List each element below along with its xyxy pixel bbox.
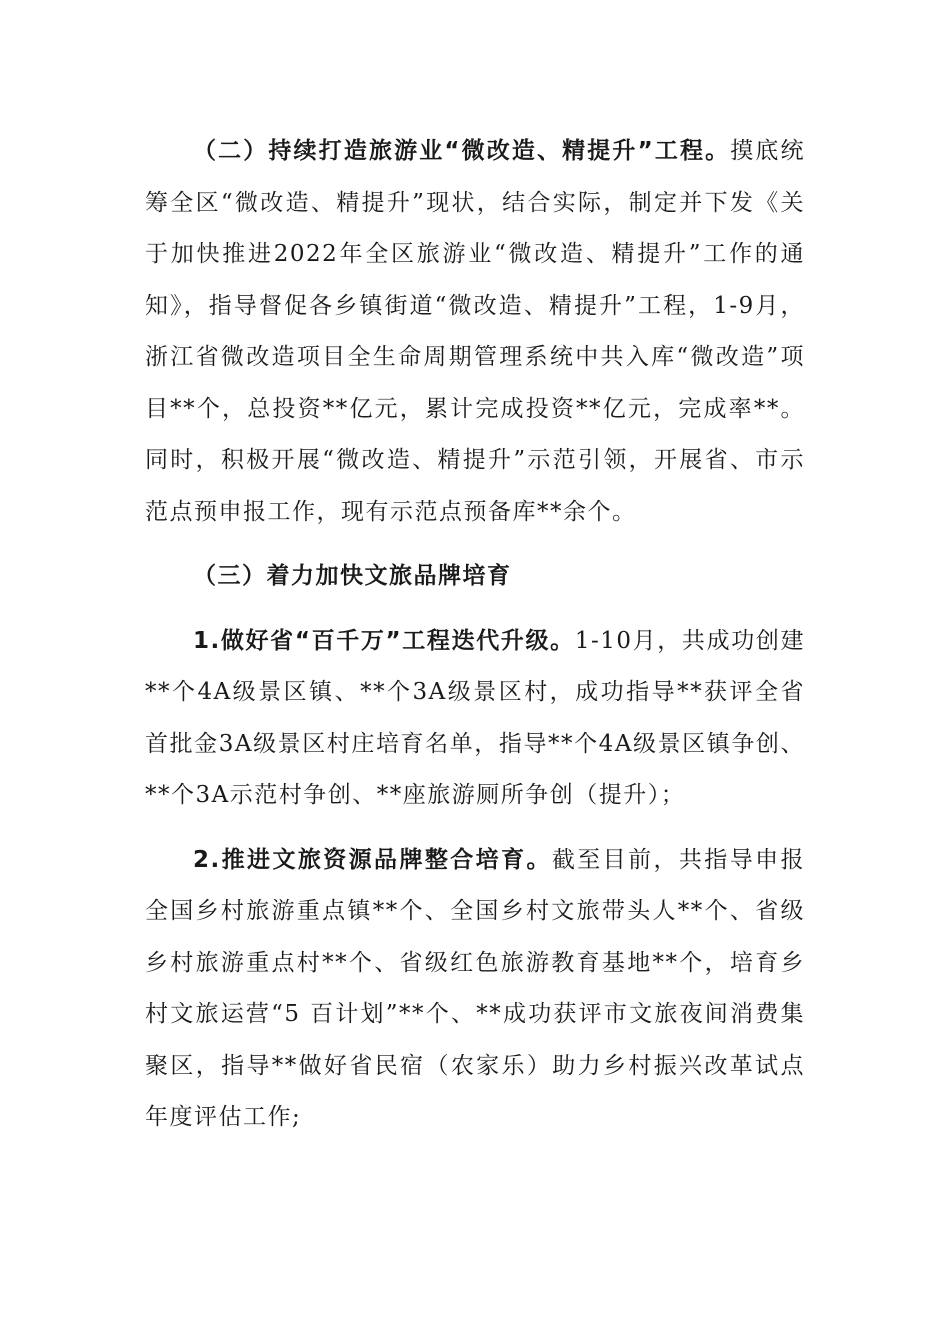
paragraph-micro-renovation — [145, 126, 805, 538]
document-page — [145, 126, 805, 1157]
paragraph-body: 1-10月，共成功创建**个4A级景区镇、**个3A级景区村，成功指导**获评全省首批金3A级景区村庄培育名单，指导**个4A级景区镇争创、**个3A示范村争创、**座旅游厕所争创（提升）； — [145, 627, 806, 808]
paragraph-iteration-upgrade — [145, 616, 805, 822]
paragraph-lead: （二）持续打造旅游业“微改造、精提升”工程。 — [193, 138, 731, 164]
paragraph-body: 摸底统筹全区“微改造、精提升”现状，结合实际，制定并下发《关于加快推进2022年全区旅游业“微改造、精提升”工作的通知》，指导督促各乡镇街道“微改造、精提升”工程，1-9月，浙江省微改造项目全生命周期管理系统中共入库“微改造”项目**个，总投资**亿元，累计完成投资**亿元，完成率**。同时，积极开展“微改造、精提升”示范引领，开展省、市示范点预申报工作，现有示范点预备库**余个。 — [145, 138, 806, 525]
section-heading-brand-cultivation: （三）着力加快文旅品牌培育 — [193, 563, 512, 589]
paragraph-brand-integration — [145, 835, 805, 1144]
paragraph-lead: 1.做好省“百千万”工程迭代升级。 — [193, 627, 575, 654]
paragraph-lead: 2.推进文旅资源品牌整合培育。 — [193, 846, 552, 873]
paragraph-body: 截至目前，共指导申报全国乡村旅游重点镇**个、全国乡村文旅带头人**个、省级乡村旅游重点村**个、省级红色旅游教育基地**个，培育乡村文旅运营“5 百计划”**个、**成功获评市文旅夜间消费集聚区，指导**做好省民宿（农家乐）助力乡村振兴改革试点年度评估工作; — [145, 846, 805, 1130]
